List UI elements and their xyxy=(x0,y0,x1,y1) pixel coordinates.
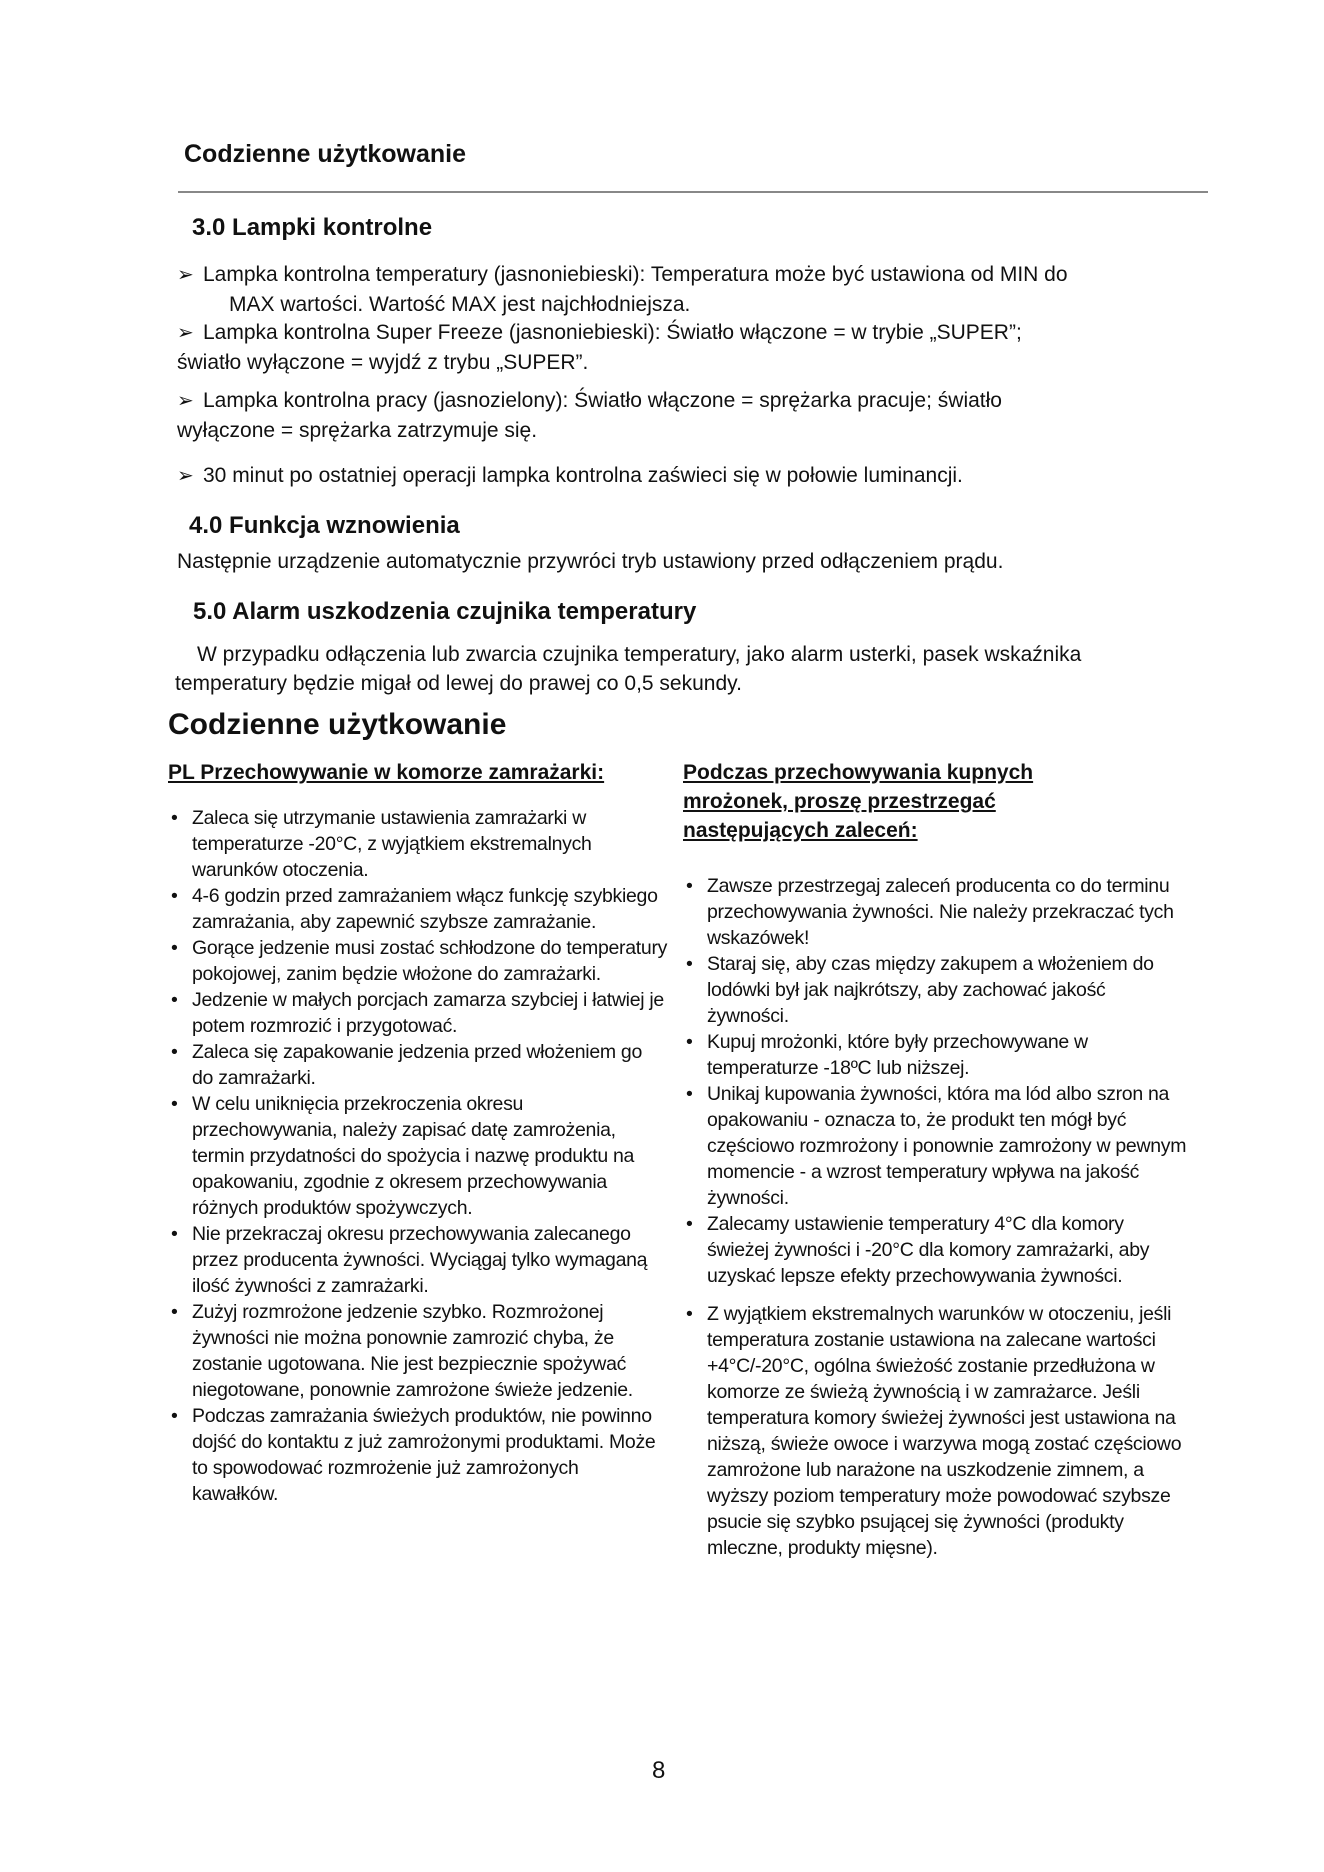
arrow-bullet-icon: ➢ xyxy=(177,264,194,286)
indicator-item-2 xyxy=(177,318,1217,377)
indicator-item-2-line2: światło wyłączone = wyjdź z trybu „SUPER”. xyxy=(177,351,589,374)
section-3-title: 3.0 Lampki kontrolne xyxy=(192,214,433,241)
left-column xyxy=(168,758,668,1507)
indicator-item-3 xyxy=(177,386,1217,445)
list-item: • Kupuj mrożonki, które były przechowywane w temperaturze -18ºC lub niższej. xyxy=(683,1029,1188,1081)
page-header-title: Codzienne użytkowanie xyxy=(184,140,466,168)
list-item: • Unikaj kupowania żywności, która ma lód albo szron na opakowaniu - oznacza to, że produkt ten mógł być częściowo rozmrożony i ponownie zamrożony w pewnym momencie - a wzrost temperatury wpływa na jakość żywności. xyxy=(683,1081,1188,1211)
list-item: • Staraj się, aby czas między zakupem a włożeniem do lodówki był jak najkrótszy, aby zachować jakość żywności. xyxy=(683,951,1188,1029)
freezer-storage-list xyxy=(168,805,668,1507)
page-number: 8 xyxy=(652,1757,666,1784)
left-column-heading: PL Przechowywanie w komorze zamrażarki: xyxy=(168,761,605,784)
section-5-text xyxy=(175,640,1225,698)
list-item: • Zalecamy ustawienie temperatury 4°C dla komory świeżej żywności i -20°C dla komory zamrażarki, aby uzyskać lepsze efekty przechowywania żywności. xyxy=(683,1211,1188,1289)
list-item: • Zaleca się zapakowanie jedzenia przed włożeniem go do zamrażarki. xyxy=(168,1039,668,1091)
frozen-goods-list xyxy=(683,873,1188,1561)
indicator-item-1-line2: MAX wartości. Wartość MAX jest najchłodniejsza. xyxy=(229,293,691,316)
list-item: • Nie przekraczaj okresu przechowywania zalecanego przez producenta żywności. Wyciągaj tylko wymaganą ilość żywności z zamrażarki. xyxy=(168,1221,668,1299)
list-item: • Podczas zamrażania świeżych produktów, nie powinno dojść do kontaktu z już zamrożonymi produktami. Może to spowodować rozmrożenie już zamrożonych kawałków. xyxy=(168,1403,668,1507)
section-5-line1: W przypadku odłączenia lub zwarcia czujnika temperatury, jako alarm usterki, pasek wskaźnika xyxy=(197,643,1082,666)
section-5-line2: temperatury będzie migał od lewej do prawej co 0,5 sekundy. xyxy=(175,672,742,695)
indicator-item-4-line1: 30 minut po ostatniej operacji lampka kontrolna zaświeci się w połowie luminancji. xyxy=(203,464,963,487)
indicator-item-1 xyxy=(177,260,1217,319)
list-item: • 4-6 godzin przed zamrażaniem włącz funkcję szybkiego zamrażania, aby zapewnić szybsze zamrażanie. xyxy=(168,883,668,935)
list-item: • Zawsze przestrzegaj zaleceń producenta co do terminu przechowywania żywności. Nie należy przekraczać tych wskazówek! xyxy=(683,873,1188,951)
header-divider xyxy=(178,191,1208,193)
arrow-bullet-icon: ➢ xyxy=(177,322,194,344)
list-item: • W celu uniknięcia przekroczenia okresu przechowywania, należy zapisać datę zamrożenia, termin przydatności do spożycia i nazwę produktu na opakowaniu, zgodnie z okresem przechowywania różnych produktów spożywczych. xyxy=(168,1091,668,1221)
list-item: • Zaleca się utrzymanie ustawienia zamrażarki w temperaturze -20°C, z wyjątkiem ekstremalnych warunków otoczenia. xyxy=(168,805,668,883)
indicator-item-3-line1: Lampka kontrolna pracy (jasnozielony): Światło włączone = sprężarka pracuje; światło xyxy=(203,389,1002,412)
indicator-item-3-line2: wyłączone = sprężarka zatrzymuje się. xyxy=(177,419,538,442)
list-item: • Z wyjątkiem ekstremalnych warunków w otoczeniu, jeśli temperatura zostanie ustawiona na zalecane wartości +4°C/-20°C, ogólna świeżość zostanie przedłużona w komorze ze świeżą żywnością i w zamrażarce. Jeśli temperatura komory świeżej żywności jest ustawiona na niższą, świeże owoce i warzywa mogą zostać częściowo zamrożone lub narażone na uszkodzenie zimnem, a wyższy poziom temperatury może powodować szybsze psucie się szybko psującej się żywności (produkty mleczne, produkty mięsne). xyxy=(683,1301,1188,1561)
indicator-item-4 xyxy=(177,461,1217,491)
indicator-item-1-line1: Lampka kontrolna temperatury (jasnoniebieski): Temperatura może być ustawiona od MIN do xyxy=(203,263,1068,286)
arrow-bullet-icon: ➢ xyxy=(177,465,194,487)
right-column-heading: Podczas przechowywania kupnych mrożonek, proszę przestrzegać następujących zaleceń: xyxy=(683,761,1034,842)
list-item: • Jedzenie w małych porcjach zamarza szybciej i łatwiej je potem rozmrozić i przygotować. xyxy=(168,987,668,1039)
list-item: • Gorące jedzenie musi zostać schłodzone do temperatury pokojowej, zanim będzie włożone do zamrażarki. xyxy=(168,935,668,987)
section-4-title: 4.0 Funkcja wznowienia xyxy=(189,512,460,539)
list-item: • Zużyj rozmrożone jedzenie szybko. Rozmrożonej żywności nie można ponownie zamrozić chyba, że zostanie ugotowana. Nie jest bezpiecznie spożywać niegotowane, ponownie zamrożone świeże jedzenie. xyxy=(168,1299,668,1403)
arrow-bullet-icon: ➢ xyxy=(177,390,194,412)
indicator-item-2-line1: Lampka kontrolna Super Freeze (jasnoniebieski): Światło włączone = w trybie „SUPER”; xyxy=(203,321,1022,344)
section-5-title: 5.0 Alarm uszkodzenia czujnika temperatury xyxy=(193,598,697,625)
right-column xyxy=(683,758,1188,1561)
daily-usage-title: Codzienne użytkowanie xyxy=(168,708,507,741)
section-4-text: Następnie urządzenie automatycznie przywróci tryb ustawiony przed odłączeniem prądu. xyxy=(177,550,1004,573)
